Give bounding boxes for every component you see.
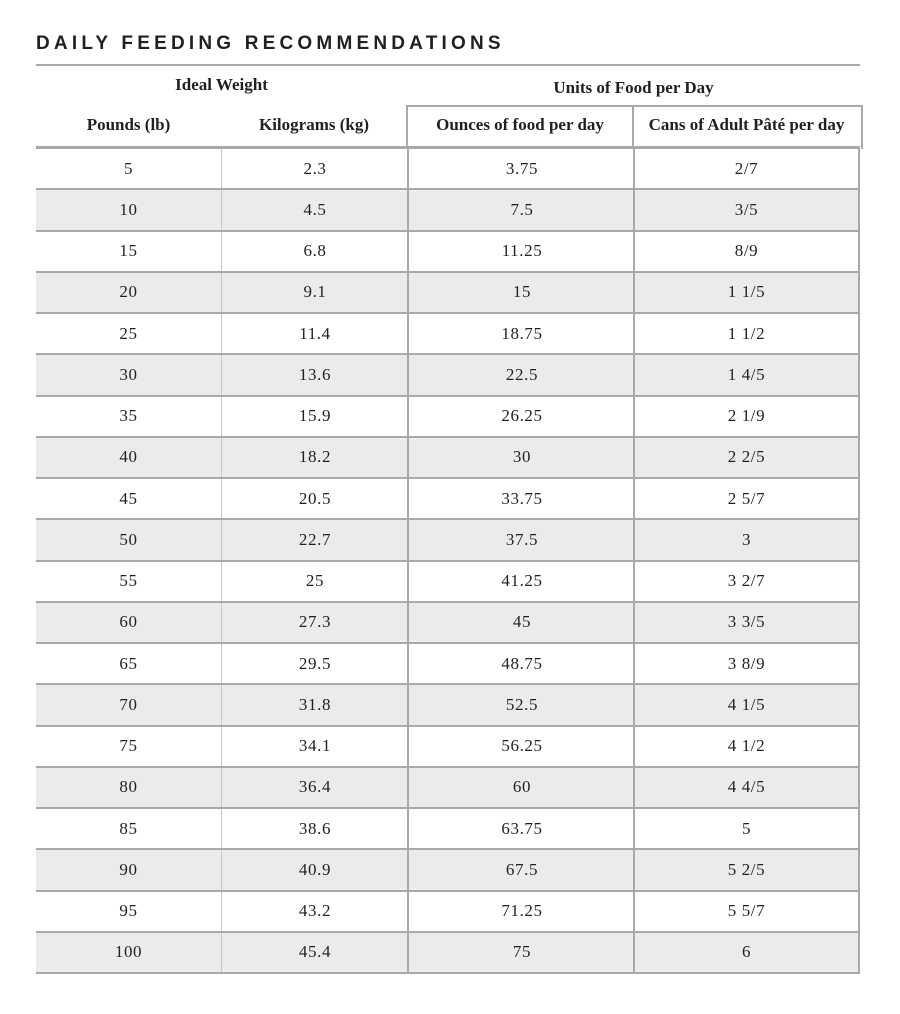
cell-cans: 3 2/7 [633,562,860,601]
cell-ounces: 56.25 [407,727,635,766]
cell-cans: 2 2/5 [633,438,860,477]
cell-kilograms: 6.8 [221,232,408,271]
cell-ounces: 67.5 [407,850,635,889]
cell-cans: 1 1/5 [633,273,860,312]
cell-pounds: 10 [119,199,138,219]
cell-kilograms: 27.3 [221,603,408,642]
table-row [36,603,860,644]
cell-cans: 5 2/5 [633,850,860,889]
group-header-ideal-weight: Ideal Weight [175,75,268,94]
cell-ounces: 11.25 [407,232,635,271]
cell-ounces: 41.25 [407,562,635,601]
cell-pounds: 15 [119,241,138,261]
column-header-kilograms: Kilograms (kg) [258,115,370,134]
cell-ounces: 30 [407,438,635,477]
cell-ounces: 52.5 [407,685,635,724]
cell-pounds: 95 [119,901,138,921]
table-row [36,644,860,685]
table-row [36,562,860,603]
cell-pounds: 20 [119,282,138,302]
table-row [36,314,860,355]
table-row [36,355,860,396]
table-row [36,685,860,726]
group-header-units-of-food: Units of Food per Day [553,78,714,97]
column-header-pounds: Pounds (lb) [86,115,171,134]
table-row [36,768,860,809]
cell-cans: 4 4/5 [633,768,860,807]
cell-cans: 2/7 [633,149,860,188]
cell-pounds: 85 [119,818,138,838]
cell-pounds: 55 [119,571,138,591]
cell-pounds: 30 [119,364,138,384]
table-row [36,190,860,231]
column-header-ounces: Ounces of food per day [436,115,604,134]
table-row [36,809,860,850]
cell-kilograms: 2.3 [221,149,408,188]
cell-cans: 3/5 [633,190,860,229]
cell-kilograms: 29.5 [221,644,408,683]
cell-ounces: 7.5 [407,190,635,229]
cell-cans: 2 1/9 [633,397,860,436]
cell-cans: 2 5/7 [633,479,860,518]
cell-cans: 6 [633,933,860,972]
cell-cans: 4 1/2 [633,727,860,766]
cell-kilograms: 15.9 [221,397,408,436]
cell-cans: 3 3/5 [633,603,860,642]
cell-ounces: 48.75 [407,644,635,683]
cell-ounces: 22.5 [407,355,635,394]
cell-pounds: 25 [119,323,138,343]
cell-pounds: 70 [119,694,138,714]
cell-cans: 4 1/5 [633,685,860,724]
cell-cans: 5 5/7 [633,892,860,931]
cell-pounds: 90 [119,859,138,879]
cell-kilograms: 22.7 [221,520,408,559]
page-title: DAILY FEEDING RECOMMENDATIONS [36,33,505,54]
cell-kilograms: 43.2 [221,892,408,931]
table-row [36,149,860,190]
title-rule [36,64,860,66]
cell-cans: 5 [633,809,860,848]
cell-cans: 3 [633,520,860,559]
cell-kilograms: 34.1 [221,727,408,766]
table-row [36,232,860,273]
cell-pounds: 80 [119,777,138,797]
cell-ounces: 71.25 [407,892,635,931]
cell-cans: 1 1/2 [633,314,860,353]
table-row [36,933,860,974]
cell-kilograms: 4.5 [221,190,408,229]
table-row [36,520,860,561]
cell-pounds: 40 [119,447,138,467]
cell-pounds: 100 [114,942,143,962]
cell-cans: 3 8/9 [633,644,860,683]
cell-ounces: 63.75 [407,809,635,848]
table-row [36,727,860,768]
column-header-cans: Cans of Adult Pâté per day [648,115,845,134]
table-row [36,850,860,891]
cell-kilograms: 11.4 [221,314,408,353]
table-row [36,892,860,933]
cell-pounds: 45 [119,488,138,508]
cell-kilograms: 36.4 [221,768,408,807]
cell-kilograms: 13.6 [221,355,408,394]
cell-pounds: 60 [119,612,138,632]
cell-kilograms: 18.2 [221,438,408,477]
table-row [36,479,860,520]
cell-cans: 1 4/5 [633,355,860,394]
cell-ounces: 15 [407,273,635,312]
cell-ounces: 60 [407,768,635,807]
cell-kilograms: 9.1 [221,273,408,312]
table-row [36,438,860,479]
cell-cans: 8/9 [633,232,860,271]
cell-kilograms: 25 [221,562,408,601]
table-row [36,397,860,438]
cell-kilograms: 38.6 [221,809,408,848]
cell-ounces: 26.25 [407,397,635,436]
cell-ounces: 75 [407,933,635,972]
cell-ounces: 18.75 [407,314,635,353]
cell-pounds: 50 [119,529,138,549]
cell-ounces: 45 [407,603,635,642]
cell-kilograms: 31.8 [221,685,408,724]
cell-ounces: 3.75 [407,149,635,188]
cell-pounds: 35 [119,406,138,426]
cell-pounds: 75 [119,736,138,756]
cell-pounds: 5 [123,158,134,178]
table-row [36,273,860,314]
cell-kilograms: 40.9 [221,850,408,889]
cell-pounds: 65 [119,653,138,673]
cell-kilograms: 45.4 [221,933,408,972]
cell-ounces: 37.5 [407,520,635,559]
cell-kilograms: 20.5 [221,479,408,518]
feeding-table-body [36,149,860,974]
cell-ounces: 33.75 [407,479,635,518]
